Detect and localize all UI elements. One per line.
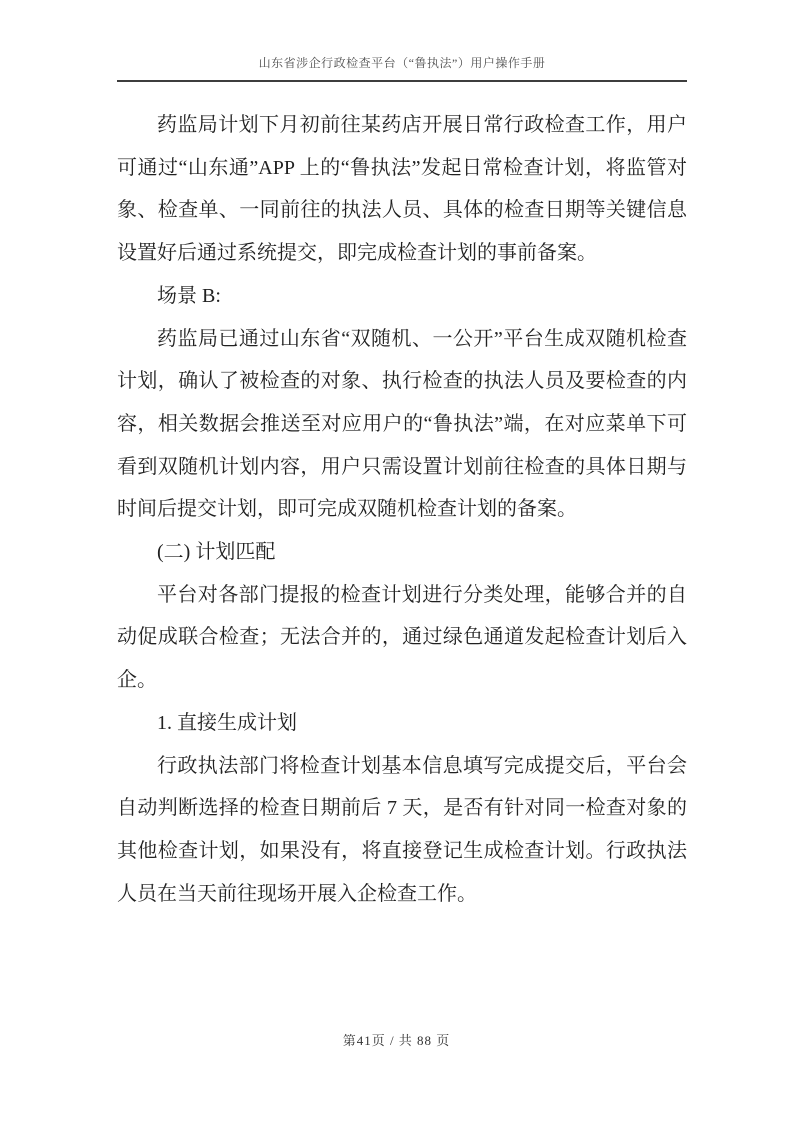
document-body [117, 104, 687, 915]
paragraph-plan-matching: 平台对各部门提报的检查计划进行分类处理，能够合并的自动促成联合检查；无法合并的，通过绿色通道发起检查计划后入企。 [117, 583, 687, 692]
paragraph-scenario-a: 药监局计划下月初前往某药店开展日常行政检查工作，用户可通过“山东通”APP 上的“鲁执法”发起日常检查计划，将监管对象、检查单、一同前往的执法人员、具体的检查日期等关键信息设置好后通过系统提交，即完成检查计划的事前备案。 [117, 114, 687, 265]
page-footer [0, 1030, 793, 1049]
subsection-heading-direct-generation: 1. 直接生成计划 [157, 711, 297, 734]
section-heading-plan-matching: (二) 计划匹配 [157, 541, 276, 564]
header-title: 山东省涉企行政检查平台（“鲁执法”）用户操作手册 [258, 56, 546, 70]
scenario-b-label: 场景 B: [157, 284, 221, 307]
page-header [117, 55, 687, 82]
paragraph-scenario-b: 药监局已通过山东省“双随机、一公开”平台生成双随机检查计划，确认了被检查的对象、执行检查的执法人员及要检查的内容，相关数据会推送至对应用户的“鲁执法”端，在对应菜单下可看到双随机计划内容，用户只需设置计划前往检查的具体日期与时间后提交计划，即可完成双随机检查计划的备案。 [117, 327, 687, 521]
paragraph-direct-generation: 行政执法部门将检查计划基本信息填写完成提交后，平台会自动判断选择的检查日期前后 7 天，是否有针对同一检查对象的其他检查计划，如果没有，将直接登记生成检查计划。行政执法人员在当天前往现场开展入企检查工作。 [117, 754, 687, 905]
page-number: 第41页 / 共 88 页 [342, 1033, 451, 1048]
